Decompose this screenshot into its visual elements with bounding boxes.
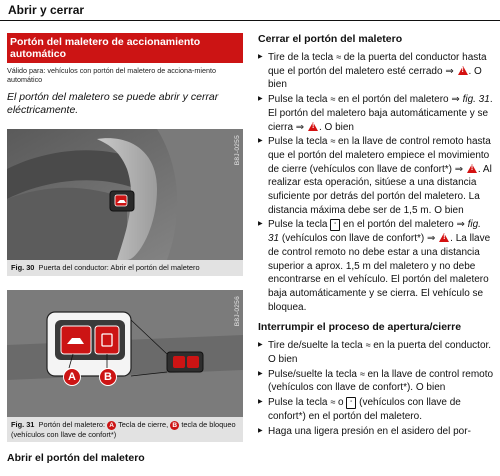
figure-30	[7, 129, 243, 260]
interrupt-step: ▶ Tire de/suelte la tecla ≈ en la puerta del conductor. O bien	[258, 339, 494, 366]
interrupt-step: ▶ Haga una ligera presión en el asidero del por-	[258, 425, 494, 439]
figure-31-caption-text-a: Tecla de cierre,	[118, 419, 169, 429]
car-tailgate-icon: ≈	[330, 136, 336, 147]
tailgate-buttons-illustration	[7, 290, 243, 417]
open-heading: Abrir el portón del maletero	[7, 452, 145, 464]
warning-icon: !	[458, 66, 468, 75]
lock-icon: ▫	[330, 219, 340, 231]
lock-icon: ▫	[346, 397, 356, 409]
figure-reference[interactable]: fig. 31	[462, 94, 490, 106]
callout-a	[63, 368, 81, 386]
page-header-title: Abrir y cerrar	[8, 3, 85, 17]
car-tailgate-icon: ≈	[330, 94, 336, 105]
figure-31	[7, 290, 243, 417]
close-step: ▶ Pulse la tecla ▫ en el portón del maletero ⇒ fig. 31 (vehículos con llave de confort*) ⇒ ! . La llave de control remoto no debe estar a una distancia superior a aprox. 1,5 m del maletero y no debe encontrarse en el vehículo. El portón del maletero baja automáticamente y se cierra. El vehículo se bloquea.	[258, 218, 494, 314]
close-heading: Cerrar el portón del maletero	[258, 33, 403, 45]
figure-30-caption	[7, 260, 243, 276]
warning-icon: !	[308, 122, 318, 131]
interrupt-steps-list	[258, 339, 494, 438]
figure-31-code: B8J-0256	[234, 295, 241, 326]
section-title: Portón del maletero de accionamiento automático	[7, 33, 243, 63]
figure-reference[interactable]: fig. 31	[268, 219, 481, 245]
car-tailgate-icon: ≈	[359, 368, 365, 379]
figure-30-caption-number: Fig. 30	[11, 263, 35, 272]
figure-31-caption	[7, 417, 243, 443]
close-step: ▶ Pulse la tecla ≈ en la llave de control remoto hasta que el portón del maletero empiece el movimiento de cierre (vehículos con llave de confort*) ⇒ ! . Al realizar esta operación, sitúese a una distancia suficiente por detrás del portón del maletero. La distancia máxima debe ser de 1,5 m. O bien	[258, 135, 494, 217]
valid-for-note: Válido para: vehículos con portón del maletero de acciona-miento automático	[7, 66, 216, 84]
figure-31-caption-text-1: Portón del maletero:	[38, 419, 106, 429]
car-tailgate-icon: ≈	[336, 52, 341, 62]
interrupt-step: ▶ Pulse la tecla ≈ o ▫ (vehículos con llave de confort*) en el portón del maletero.	[258, 396, 494, 423]
right-column	[258, 33, 494, 439]
warning-icon: !	[439, 233, 449, 242]
callout-b-label: B	[104, 370, 112, 383]
figure-31-caption-number: Fig. 31	[11, 419, 35, 429]
close-step: ▶ Pulse la tecla ≈ en el portón del maletero ⇒ fig. 31. El portón del maletero baja automáticamente y se cierra ⇒ ! . O bien	[258, 93, 494, 134]
interrupt-step: ▶ Pulse/suelte la tecla ≈ en la llave de control remoto (vehículos con llave de confort*). O bien	[258, 368, 494, 395]
callout-a-inline: A	[107, 421, 116, 430]
callout-b-inline: B	[170, 421, 179, 430]
page-header	[0, 0, 500, 21]
left-column	[7, 33, 243, 464]
callout-b	[99, 368, 117, 386]
close-step: ▶ Tire de la tecla ≈ de la puerta del conductor hasta que el portón del maletero esté cerrado ⇒ ! . O bien	[258, 51, 494, 92]
car-tailgate-icon: ≈	[330, 397, 336, 408]
figure-30-caption-text: Puerta del conductor: Abrir el portón del maletero	[38, 263, 200, 272]
intro-text: El portón del maletero se puede abrir y cerrar eléctricamente.	[7, 91, 219, 116]
callout-a-label: A	[68, 370, 76, 383]
close-steps-list	[258, 51, 494, 314]
interrupt-heading: Interrumpir el proceso de apertura/cierre	[258, 321, 462, 334]
car-tailgate-icon: ≈	[365, 340, 371, 351]
figure-30-code: B8J-0255	[234, 135, 241, 166]
door-panel-illustration	[7, 129, 243, 260]
warning-icon: !	[467, 164, 477, 173]
figure-31-caption-text-2: tecla de bloqueo (vehículos con llave de confort*)	[11, 419, 236, 439]
